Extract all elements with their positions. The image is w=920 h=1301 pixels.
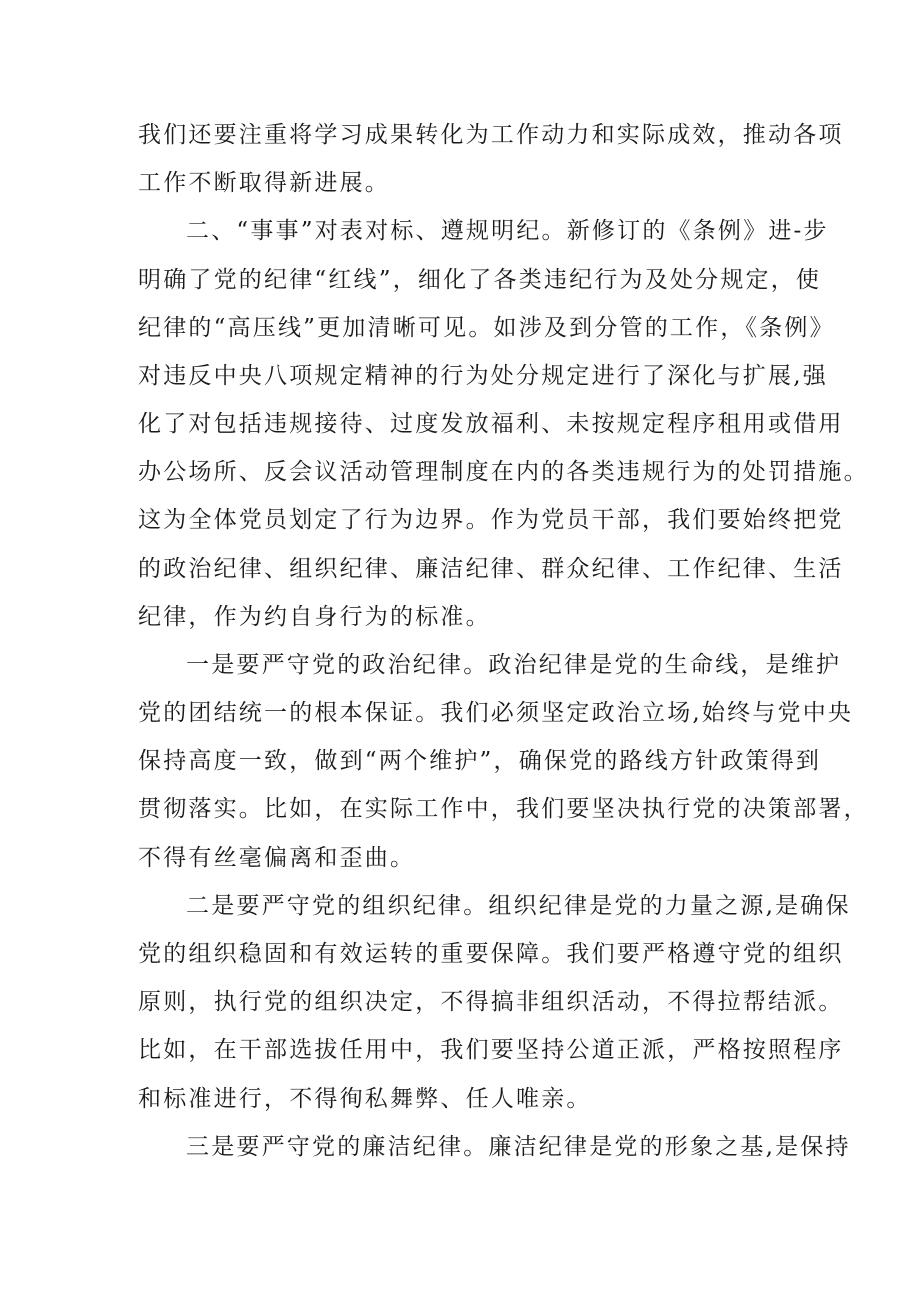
- text-line: 和标准进行，不得徇私舞弊、任人唯亲。: [138, 1086, 592, 1112]
- text-line: 工作不断取得新进展。: [138, 170, 390, 196]
- text-line: 比如，在干部选拔任用中，我们要坚持公道正派，严格按照程序: [138, 1037, 844, 1063]
- text-line: 我们还要注重将学习成果转化为工作动力和实际成效，推动各项: [138, 122, 844, 148]
- text-line: 的政治纪律、组织纪律、廉洁纪律、群众纪律、工作纪律、生活: [138, 556, 844, 582]
- text-line: 贯彻落实。比如，在实际工作中，我们要坚决执行党的决策部署，: [138, 796, 869, 822]
- text-line: 这为全体党员划定了行为边界。作为党员干部，我们要始终把党: [138, 507, 844, 533]
- text-line: 原则，执行党的组织决定，不得搞非组织活动，不得拉帮结派。: [138, 989, 844, 1015]
- text-line: 党的团结统一的根本保证。我们必须坚定政治立场,始终与党中央: [138, 700, 854, 726]
- text-line: 化了对包括违规接待、过度发放福利、未按规定程序租用或借用: [138, 411, 844, 437]
- text-line: 明确了党的纪律“红线”，细化了各类违纪行为及处分规定，使: [138, 267, 822, 293]
- text-line: 对违反中央八项规定精神的行为处分规定进行了深化与扩展,强: [138, 363, 828, 389]
- paragraph-start: 一是要严守党的政治纪律。政治纪律是党的生命线，是维护: [186, 652, 842, 678]
- paragraph-start: 二、“事事”对表对标、遵规明纪。新修订的《条例》进-步: [186, 218, 829, 244]
- text-line: 不得有丝毫偏离和歪曲。: [138, 845, 416, 871]
- paragraph-start: 三是要严守党的廉洁纪律。廉洁纪律是党的形象之基,是保持: [186, 1134, 851, 1160]
- text-line: 办公场所、反会议活动管理制度在内的各类违规行为的处罚措施。: [138, 459, 869, 485]
- text-line: 纪律，作为约自身行为的标准。: [138, 604, 491, 630]
- text-line: 保持高度一致，做到“两个维护”，确保党的路线方针政策得到: [138, 748, 822, 774]
- text-line: 纪律的“高压线”更加清晰可见。如涉及到分管的工作，《条例》: [138, 315, 835, 341]
- paragraph-start: 二是要严守党的组织纪律。组织纪律是党的力量之源,是确保: [186, 893, 851, 919]
- text-line: 党的组织稳固和有效运转的重要保障。我们要严格遵守党的组织: [138, 941, 844, 967]
